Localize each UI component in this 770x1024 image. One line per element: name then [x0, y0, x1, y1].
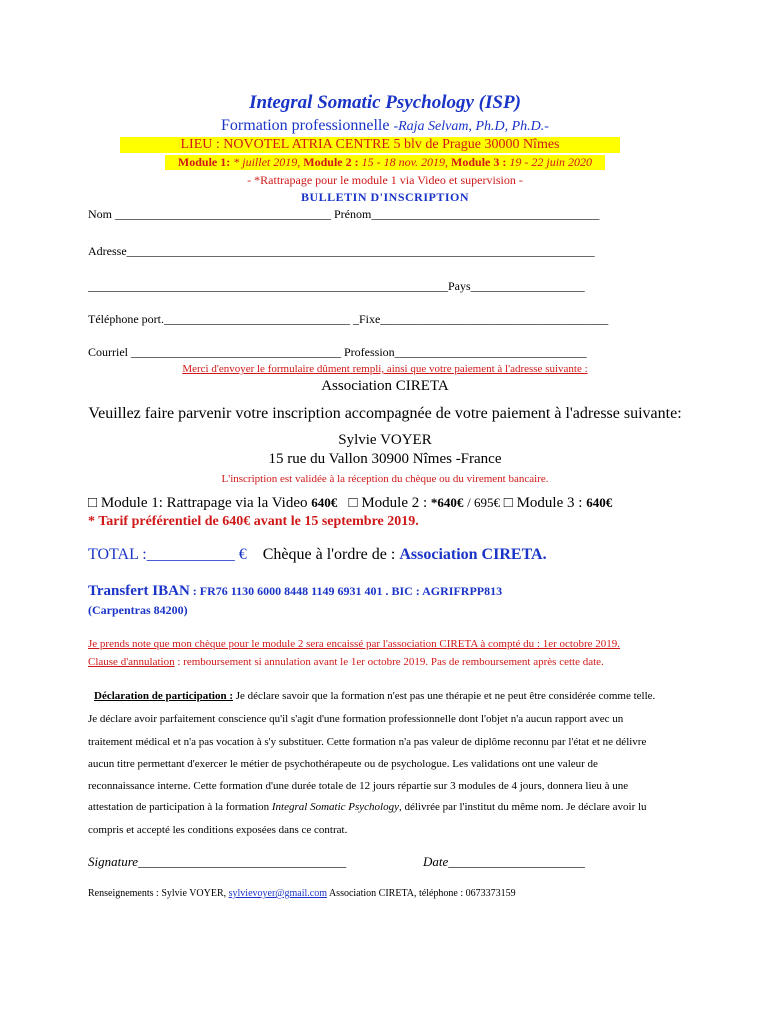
module3-price: 640€ [586, 495, 613, 510]
veuillez-text: Veuillez faire parvenir votre inscription accompagnée de votre paiement à l'adresse suivante: [88, 405, 682, 422]
signature-row [88, 854, 346, 870]
clause-annulation [88, 656, 604, 668]
declaration-line-4: aucun titre permettant d'exercer le métier de psychothérapeute ou de psychologue. Les validations ont une valeur de [88, 758, 598, 770]
checkbox-module2[interactable]: □ [348, 495, 358, 511]
module3-date: 19 - 22 juin 2020 [509, 155, 593, 169]
date-row [423, 854, 585, 870]
iban-value: : FR76 1130 6000 8448 1149 6931 401 . BIC : AGRIFRPP813 [192, 584, 503, 598]
recipient-name: Sylvie VOYER [338, 432, 432, 448]
association-name: Association CIRETA [321, 378, 449, 394]
recipient-address: 15 rue du Vallon 30900 Nîmes -France [268, 451, 502, 467]
cheque-label: Chèque à l'ordre de : [262, 546, 396, 563]
module2-alt-price: / 695€ [467, 495, 501, 510]
total-line [88, 546, 547, 564]
checkbox-module1[interactable]: □ [88, 495, 98, 511]
signature-label: Signature [88, 854, 139, 869]
module1-label: Module 1: [177, 155, 231, 169]
declaration-text-6a: attestation de participation à la formation [88, 801, 270, 813]
iban-label: Transfert IBAN [88, 583, 190, 599]
adresse-field[interactable]: Adresse______________________________________________________________________________ [88, 244, 595, 258]
declaration-line-6 [88, 801, 647, 813]
page-title: Integral Somatic Psychology (ISP) [249, 92, 521, 113]
cheque-encaisse-note: Je prends note que mon chèque pour le module 2 sera encaissé par l'association CIRETA à compté du : 1er octobre 2019. [88, 638, 621, 650]
pays-field[interactable]: ____________________________________________________________Pays___________________ [88, 279, 585, 293]
module3-label: Module 3 : [451, 155, 507, 169]
footer-suffix: Association CIRETA, téléphone : 0673373159 [328, 888, 516, 899]
subtitle-author: -Raja Selvam, Ph.D, Ph.D.- [393, 119, 549, 134]
carpentras: (Carpentras 84200) [88, 603, 188, 617]
checkbox-module3[interactable]: □ [503, 495, 513, 511]
declaration-text-6c: , délivrée par l'institut du même nom. Je déclare avoir lu [398, 801, 647, 813]
merci-notice: Merci d'envoyer le formulaire dûment rempli, ainsi que votre paiement à l'adresse suivante : [182, 363, 588, 375]
module2-date: 15 - 18 nov. 2019, [361, 155, 449, 169]
module2-price: *640€ [430, 495, 464, 510]
date-label: Date [423, 854, 449, 869]
modules-dates [165, 155, 605, 170]
total-field[interactable]: TOTAL :___________ € [88, 546, 247, 563]
module1-price: 640€ [311, 495, 338, 510]
nom-prenom-field[interactable]: Nom ____________________________________ Prénom______________________________________ [88, 207, 600, 221]
iban-line [88, 583, 502, 600]
footer-info [88, 888, 516, 899]
lieu-banner: LIEU : NOVOTEL ATRIA CENTRE 5 blv de Prague 30000 Nîmes [120, 137, 620, 153]
module1-date: * juillet 2019, [233, 155, 301, 169]
clause-text: : remboursement si annulation avant le 1er octobre 2019. Pas de remboursement après cette date. [177, 656, 604, 668]
declaration-label: Déclaration de participation : [94, 690, 234, 702]
declaration-line-1 [94, 690, 655, 702]
cheque-association: Association CIRETA. [399, 546, 547, 563]
telephone-fixe-field[interactable]: Téléphone port._______________________________ _Fixe______________________________________ [88, 312, 609, 326]
subtitle [0, 117, 770, 135]
tarif-note: * Tarif préférentiel de 640€ avant le 15 septembre 2019. [88, 514, 419, 529]
clause-label: Clause d'annulation [88, 656, 175, 668]
date-field[interactable]: _____________________ [448, 854, 585, 869]
module2-label: Module 2 : [303, 155, 359, 169]
subtitle-main: Formation professionnelle [221, 117, 390, 134]
declaration-text-1: Je déclare savoir que la formation n'est pas une thérapie et ne peut être considérée comme telle. [235, 690, 656, 702]
validation-note: L'inscription est validée à la réception du chèque ou du virement bancaire. [221, 473, 549, 485]
declaration-line-3: traitement médical et n'a pas vocation à s'y substituer. Cette formation n'a pas valeur de diplôme reconnu par l'état et ne délivre [88, 736, 647, 748]
footer-email-link[interactable]: sylvievoyer@gmail.com [228, 888, 327, 899]
declaration-line-5: reconnaissance interne. Cette formation d'une durée totale de 12 jours répartie sur 3 modules de 4 jours, donnera lieu à une [88, 780, 629, 792]
module1-option-label: Module 1: Rattrapage via la Video [100, 495, 308, 511]
module2-option-label: Module 2 : [361, 495, 428, 511]
rattrapage-note: - *Rattrapage pour le module 1 via Video et supervision - [247, 173, 523, 187]
declaration-line-7: compris et accepté les conditions exposées dans ce contrat. [88, 824, 348, 836]
courriel-profession-field[interactable]: Courriel ___________________________________ Profession________________________________ [88, 345, 587, 359]
signature-field[interactable]: ________________________________ [138, 854, 347, 869]
declaration-text-6b: Integral Somatic Psychology [271, 801, 399, 813]
declaration-line-2: Je déclare avoir parfaitement conscience qu'il s'agit d'une formation professionnelle dont l'objet n'a aucun rapport avec un [88, 713, 624, 725]
bulletin-heading: BULLETIN D'INSCRIPTION [300, 190, 470, 204]
footer-prefix: Renseignements : Sylvie VOYER, [88, 888, 227, 899]
modules-row [88, 495, 612, 512]
module3-option-label: Module 3 : [516, 495, 583, 511]
